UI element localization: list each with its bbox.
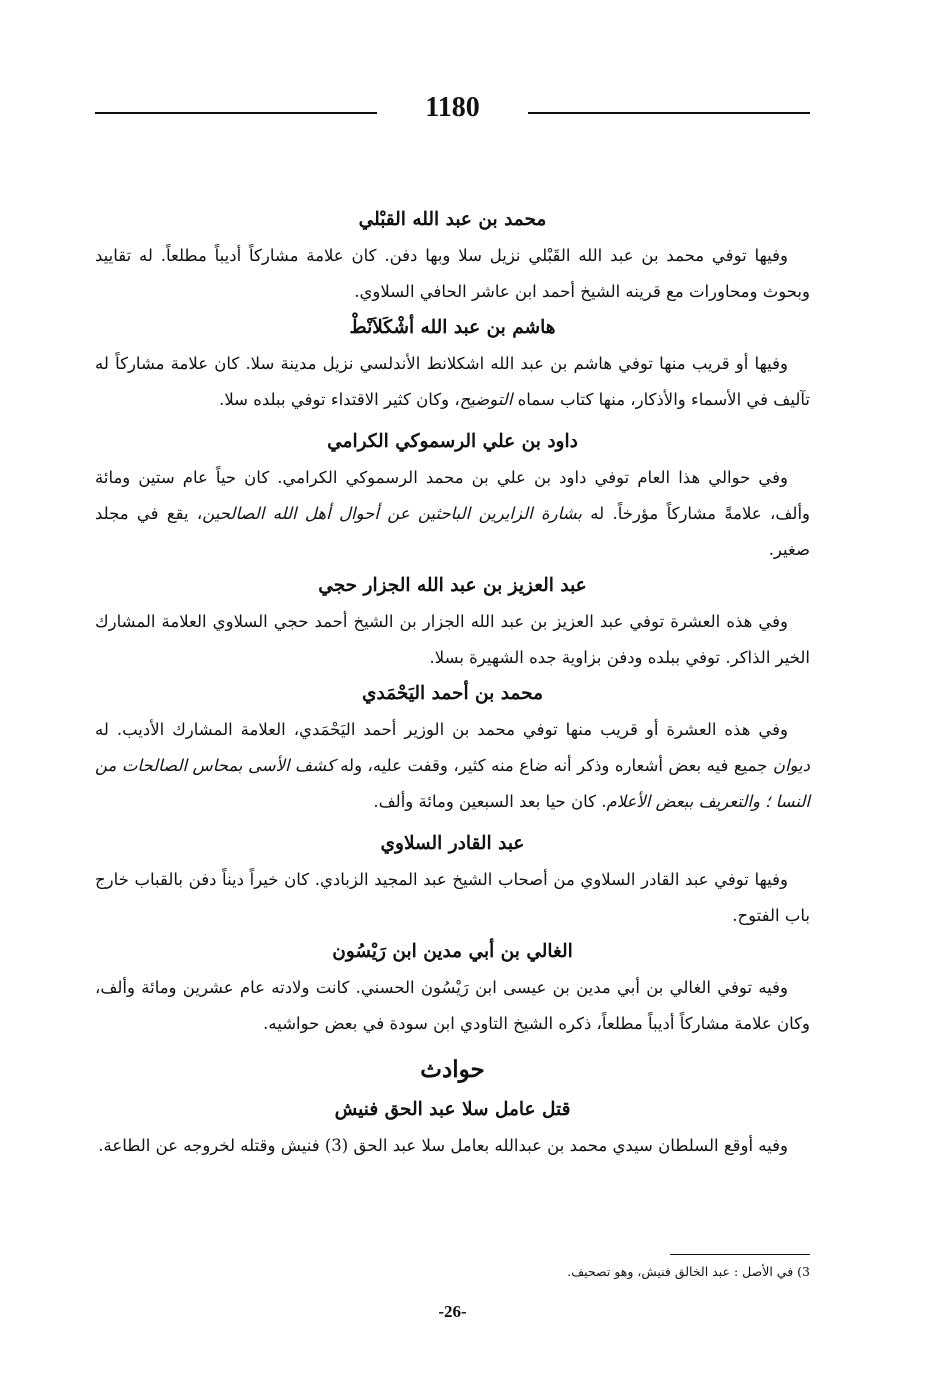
page-number: -26- [438,1302,467,1321]
document-page [95,0,810,1376]
entry-title: الغالي بن أبي مدين ابن رَيْسُون [332,941,573,962]
entry-text [95,346,810,418]
book-title: بشارة الزايرين الباحثين عن أحوال أهل الله الصالحين [202,504,582,523]
entry-text: وفيها توفي محمد بن عبد الله القَبْلي نزيل سلا وبها دفن. كان علامة مشاركاً أديباً مطلعاً. له تقاييد وبحوث ومحاورات مع قرينه الشيخ أحمد ابن عاشر الحافي السلاوي. [95,246,810,301]
header-rule-left [95,112,377,114]
entry-title: عبد القادر السلاوي [380,833,525,854]
entry-text [95,712,810,820]
book-title: كشف الأسى بمحاس الصالحات من النسا ؛ والتعريف ببعض الأعلام [95,756,810,811]
entry-title: محمد بن أحمد اليَحْمَدي [362,683,543,704]
entry-text-part: وفي حوالي هذا العام توفي داود بن علي بن محمد الرسموكي الكرامي. كان حياً عام ستين ومائة وألف، علامةً مشاركاً مؤرخاً. له [95,468,810,523]
section-title: حوادث [420,1056,485,1083]
page-content [95,202,810,1164]
year-number: 1180 [425,92,480,123]
entry-title: هاشم بن عبد الله أشْكَلاَنْطْ [349,317,556,338]
entry-text-part: وفيها أو قريب منها توفي هاشم بن عبد الله اشكلانط الأندلسي نزيل مدينة سلا. كان علامة مشاركاً له تآليف في الأسماء والأذكار، منها كتاب سماه [95,354,810,409]
entry-title: عبد العزيز بن عبد الله الجزار حجي [318,575,587,596]
book-title: التوضيح [459,390,513,409]
book-title: ديوان [772,756,810,775]
entry-text: وفي هذه العشرة توفي عبد العزيز بن عبد الله الجزار بن الشيخ أحمد حجي السلاوي العلامة المشارك الخير الذاكر. توفي ببلده ودفن بزاوية جده الشهيرة بسلا. [95,612,810,667]
entry-title: محمد بن عبد الله القبْلي [358,209,547,230]
entry-text: وفيها توفي عبد القادر السلاوي من أصحاب الشيخ عبد المجيد الزبادي. كان خيراً ديناً دفن بالقباب خارج باب الفتوح. [95,870,810,925]
year-header [95,92,810,126]
entry-text-part: وفي هذه العشرة أو قريب منها توفي محمد بن الوزير أحمد اليَحْمَدي، العلامة المشارك الأديب. له [95,720,788,739]
entry-text: وفيه توفي الغالي بن أبي مدين بن عيسى ابن رَيْسُون الحسني. كانت ولادته عام عشرين ومائة وألف، وكان علامة مشاركاً أديباً مطلعاً، ذكره الشيخ التاودي ابن سودة في بعض حواشيه. [95,978,810,1033]
entry-text [95,460,810,568]
section-subtitle: قتل عامل سلا عبد الحق فنيش [334,1099,571,1120]
footnote-rule [670,1254,810,1255]
entry-text-part: ، وكان كثير الاقتداء توفي ببلده سلا. [219,390,460,409]
entry-text-part: ، يقع في مجلد صغير. [95,504,810,559]
entry-text-part: جميع فيه بعض أشعاره وذكر أنه ضاع منه كثير، وقفت عليه، وله [334,756,773,775]
footnote: 3) في الأصل : عبد الخالق فنيش، وهو تصحيف. [567,1264,810,1279]
entry-title: داود بن علي الرسموكي الكرامي [327,431,578,452]
section-text: وفيه أوقع السلطان سيدي محمد بن عبدالله بعامل سلا عبد الحق (3) فنيش وقتله لخروجه عن الطاعة. [98,1136,788,1155]
entry-text-part: . كان حيا بعد السبعين ومائة وألف. [373,792,607,811]
